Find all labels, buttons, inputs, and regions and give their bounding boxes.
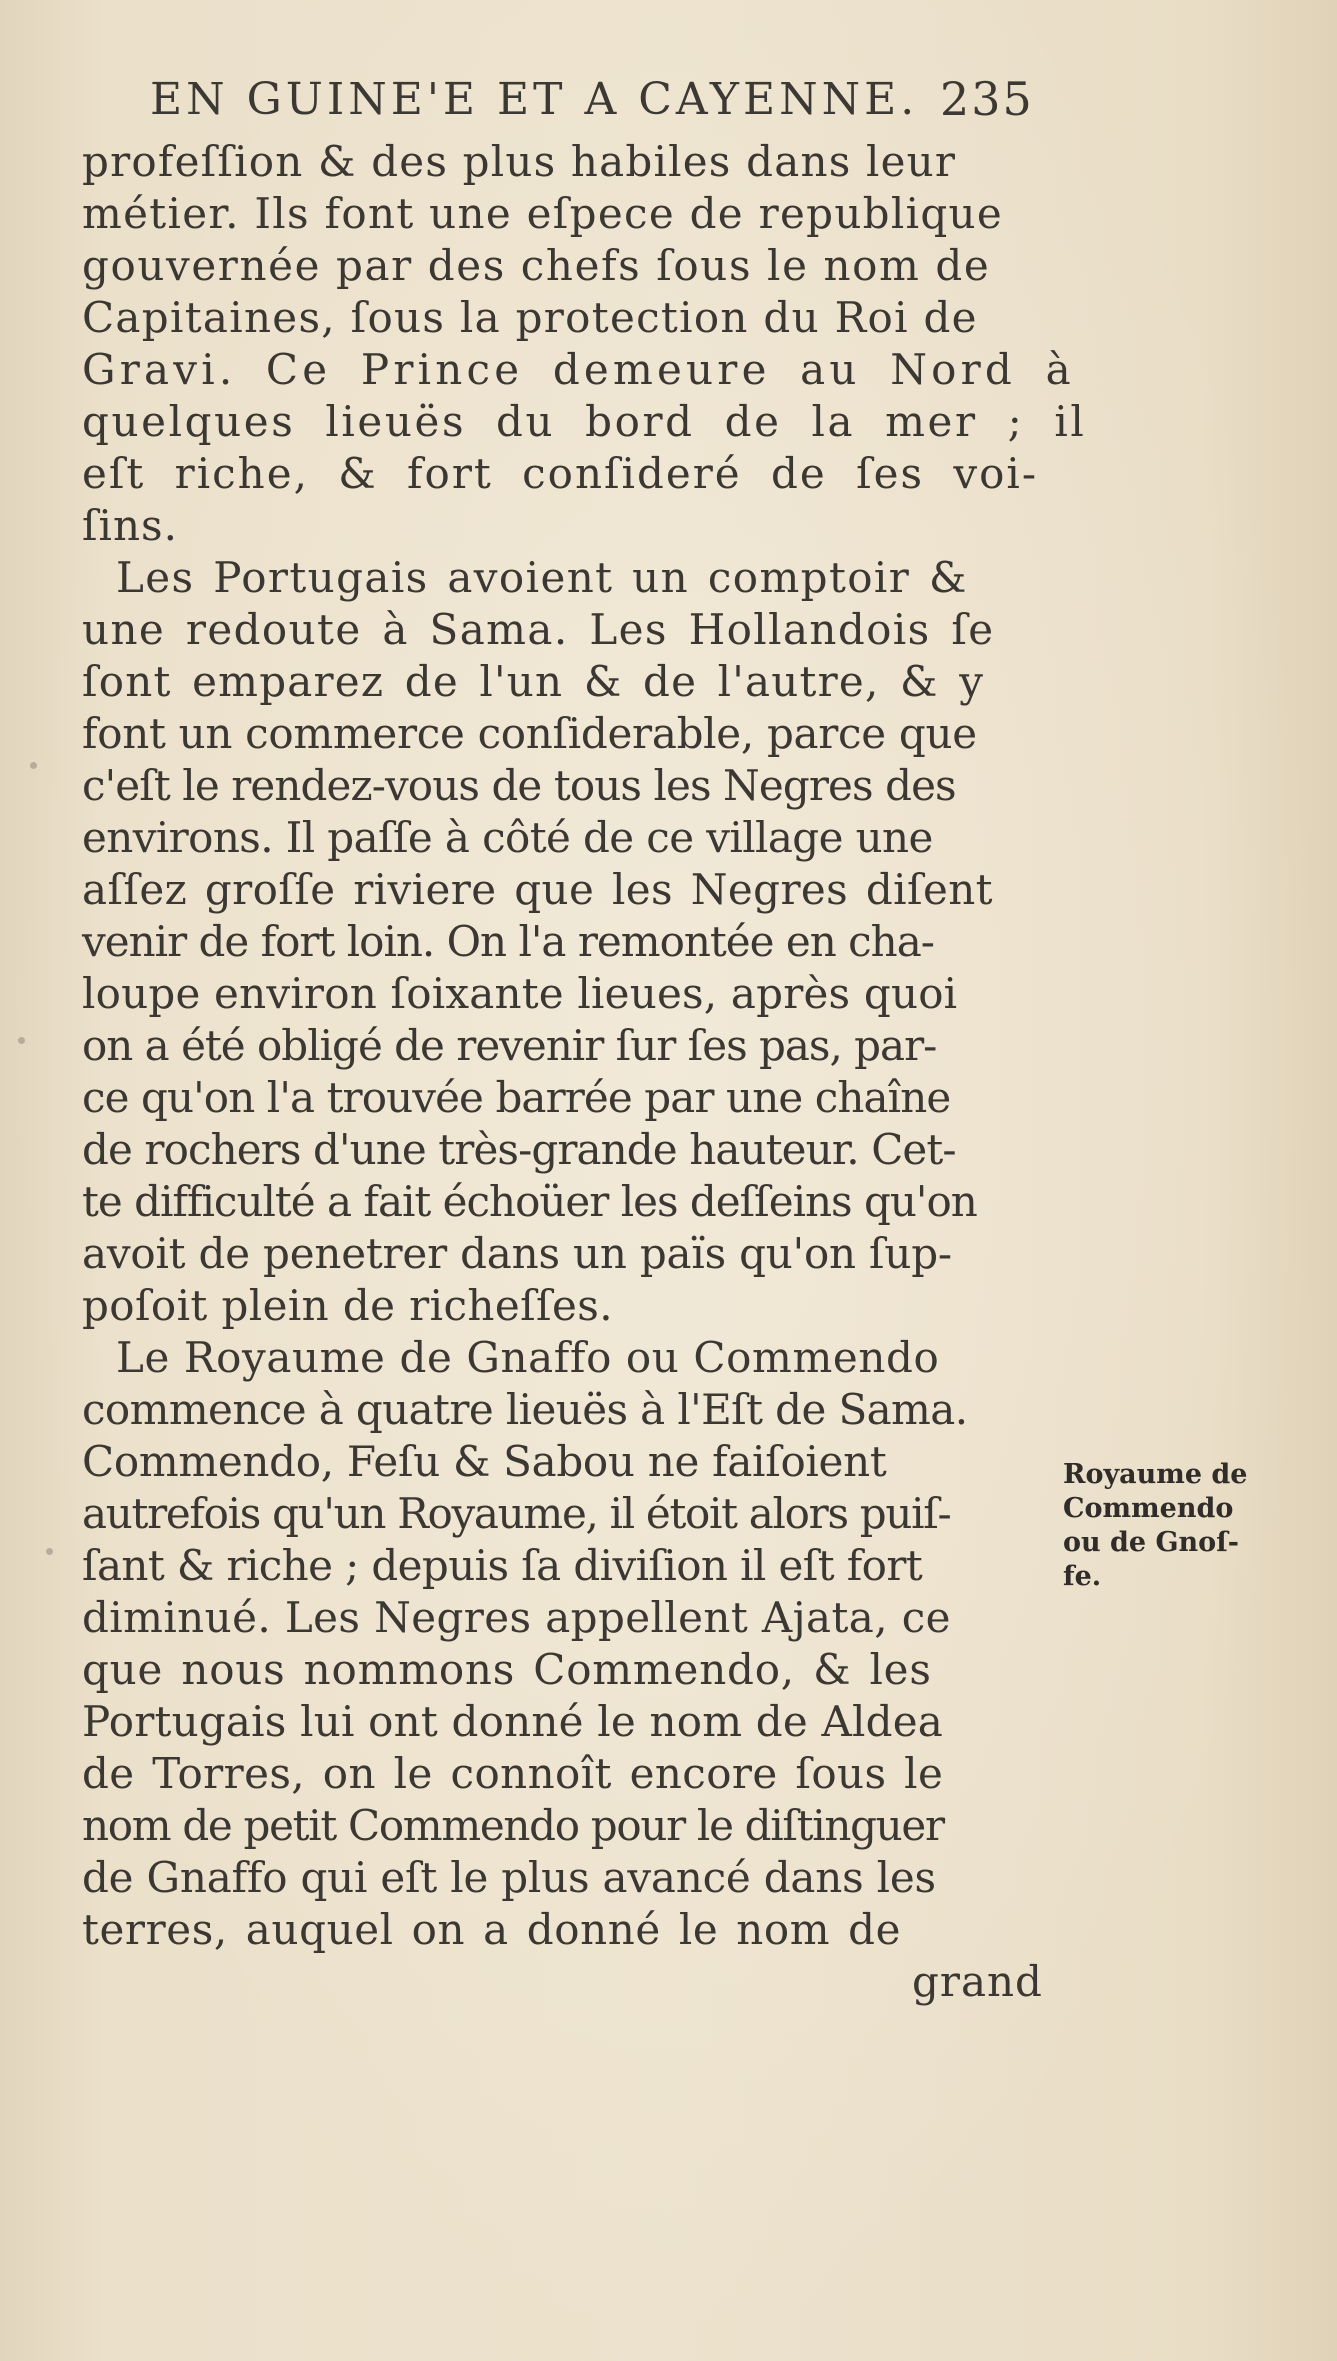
text-line: ſont emparez de l'un & de l'autre, & y [82,657,985,706]
text-line: de Torres, on le connoît encore ſous le [82,1749,944,1798]
text-line: font un commerce conſiderable, parce que [82,709,977,758]
margin-dot [46,1548,53,1555]
running-head [150,68,1050,138]
page-number: 235 [940,72,1034,126]
margin-note-line: ou de Gnoſ- [1063,1527,1240,1558]
text-line: autrefois qu'un Royaume, il étoit alors puiſ- [82,1489,951,1538]
text-line: loupe environ ſoixante lieues, après quoi [82,969,958,1018]
text-line: ſins. [82,501,178,550]
text-line: poſoit plein de richeſſes. [82,1281,613,1330]
text-line: venir de fort loin. On l'a remontée en cha- [82,917,934,966]
text-line: profeſſion & des plus habiles dans leur [82,137,957,186]
text-line: métier. Ils font une eſpece de republique [82,189,1004,238]
text-line: c'eſt le rendez-vous de tous les Negres des [82,761,956,810]
text-line: Commendo, Feſu & Sabou ne faiſoient [82,1437,887,1486]
text-line: que nous nommons Commendo, & les [82,1645,932,1694]
text-line: te difficulté a fait échoüer les deſſeins qu'on [82,1177,977,1226]
running-head-title: EN GUINE'E ET A CAYENNE. [150,74,919,125]
margin-note-line: Royaume de [1063,1459,1248,1490]
text-line: ſant & riche ; depuis ſa diviſion il eſt fort [82,1541,923,1590]
text-line: environs. Il paſſe à côté de ce village une [82,813,933,862]
margin-note-line: Commendo [1063,1493,1234,1524]
text-line: une redoute à Sama. Les Hollandois ſe [82,605,995,654]
text-line: commence à quatre lieuës à l'Eſt de Sama. [82,1385,968,1434]
margin-dot [30,762,37,769]
text-line: gouvernée par des chefs ſous le nom de [82,241,991,290]
text-line: nom de petit Commendo pour le diſtinguer [82,1801,944,1850]
text-line: Les Portugais avoient un comptoir & [116,553,968,602]
text-line: de rochers d'une très-grande hauteur. Cet- [82,1125,956,1174]
text-line: eſt riche, & fort conſideré de ſes voi- [82,449,1039,498]
text-line: Gravi. Ce Prince demeure au Nord à [82,345,1075,394]
text-line: avoit de penetrer dans un païs qu'on ſup- [82,1229,952,1278]
text-line: quelques lieuës du bord de la mer ; il [82,397,1087,446]
text-line: Capitaines, ſous la protection du Roi de [82,293,978,342]
text-line: Le Royaume de Gnaffo ou Commendo [116,1333,940,1382]
text-line: diminué. Les Negres appellent Ajata, ce [82,1593,951,1642]
text-line: on a été obligé de revenir ſur ſes pas, par- [82,1021,937,1070]
margin-dot [18,1037,25,1044]
catchword: grand [912,1957,1043,2006]
margin-note-line: fe. [1063,1561,1102,1592]
text-line: ce qu'on l'a trouvée barrée par une chaîne [82,1073,951,1122]
text-line: de Gnaffo qui eſt le plus avancé dans les [82,1853,936,1902]
text-line: aſſez groſſe riviere que les Negres diſent [82,865,993,914]
text-line: terres, auquel on a donné le nom de [82,1905,902,1954]
text-line: Portugais lui ont donné le nom de Aldea [82,1697,944,1746]
